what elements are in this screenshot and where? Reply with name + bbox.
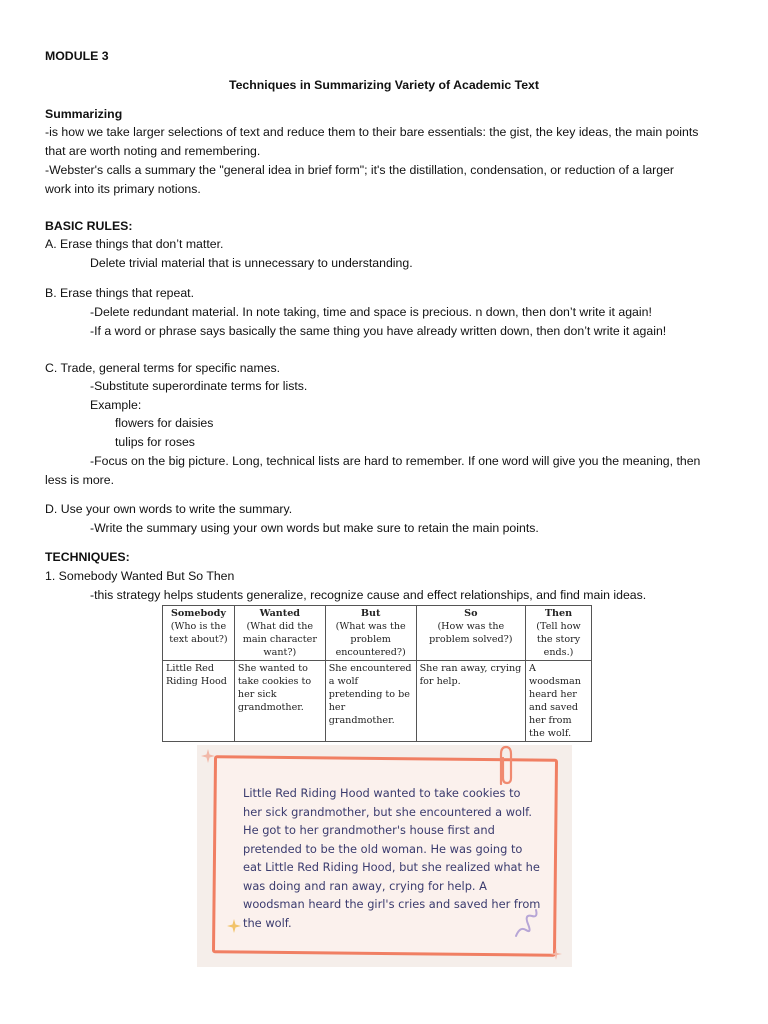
rule-a-title: A. Erase things that don’t matter. — [45, 237, 224, 251]
technique-item: 1. Somebody Wanted But So Then — [45, 569, 235, 583]
table-header-cell: So (How was the problem solved?) — [416, 606, 525, 661]
example-label: Example: — [90, 398, 142, 412]
rule-a-line: Delete trivial material that is unnecessary to understanding. — [90, 256, 413, 270]
sparkle-icon — [226, 918, 242, 934]
table-cell: She encountered a wolf pretending to be her grandmother. — [325, 661, 416, 742]
techniques-heading: TECHNIQUES: — [45, 550, 130, 564]
summarizing-line: work into its primary notions. — [45, 182, 201, 196]
table-header-row — [163, 606, 592, 661]
table-cell: Little Red Riding Hood — [163, 661, 235, 742]
table-header-cell: Somebody (Who is the text about?) — [163, 606, 235, 661]
summarizing-line: that are worth noting and remembering. — [45, 144, 261, 158]
rule-c-line: -Substitute superordinate terms for lists. — [90, 379, 308, 393]
table-header-cell: But (What was the problem encountered?) — [325, 606, 416, 661]
rule-c-focus-line: -Focus on the big picture. Long, technical lists are hard to remember. If one word will give you the meaning, then — [90, 454, 701, 468]
swbst-table — [162, 605, 592, 742]
module-label: MODULE 3 — [45, 49, 109, 63]
rule-d-title: D. Use your own words to write the summary. — [45, 502, 293, 516]
sparkle-icon — [548, 946, 564, 962]
table-row — [163, 661, 592, 742]
summarizing-line: -Webster's calls a summary the "general idea in brief form"; it's the distillation, condensation, or reduction of a larger — [45, 163, 675, 177]
rule-b-line: -If a word or phrase says basically the same thing you have already written down, then don’t write it again! — [90, 324, 667, 338]
table-header-cell: Then (Tell how the story ends.) — [526, 606, 592, 661]
summary-text: Little Red Riding Hood wanted to take cookies to her sick grandmother, but she encountered a wolf. He got to her grandmother's house first and pretended to be the old woman. He was going to eat Little Red Riding Hood, but she realized what he was doing and ran away, crying for help. A woodsman heard the girl's cries and saved her from the wolf. — [243, 786, 541, 930]
table-header-cell: Wanted (What did the main character want?) — [234, 606, 325, 661]
rule-c-title: C. Trade, general terms for specific names. — [45, 361, 281, 375]
table-cell: A woodsman heard her and saved her from the wolf. — [526, 661, 592, 742]
technique-description: -this strategy helps students generalize, recognize cause and effect relationships, and find main ideas. — [90, 588, 647, 602]
sparkle-icon — [200, 748, 216, 764]
table-cell: She ran away, crying for help. — [416, 661, 525, 742]
table-cell: She wanted to take cookies to her sick grandmother. — [234, 661, 325, 742]
rule-b-title: B. Erase things that repeat. — [45, 286, 195, 300]
document-title: Techniques in Summarizing Variety of Academic Text — [228, 78, 539, 92]
example-item: flowers for daisies — [115, 416, 214, 430]
rule-c-focus-line: less is more. — [45, 473, 115, 487]
rule-d-line: -Write the summary using your own words but make sure to retain the main points. — [90, 521, 539, 535]
basic-rules-heading: BASIC RULES: — [45, 219, 133, 233]
summarizing-heading: Summarizing — [45, 107, 123, 121]
example-item: tulips for roses — [115, 435, 195, 449]
summarizing-line: -is how we take larger selections of text and reduce them to their bare essentials: the gist, the key ideas, the main points — [45, 125, 699, 139]
rule-b-line: -Delete redundant material. In note taking, time and space is precious. n down, then don’t write it again! — [90, 305, 652, 319]
